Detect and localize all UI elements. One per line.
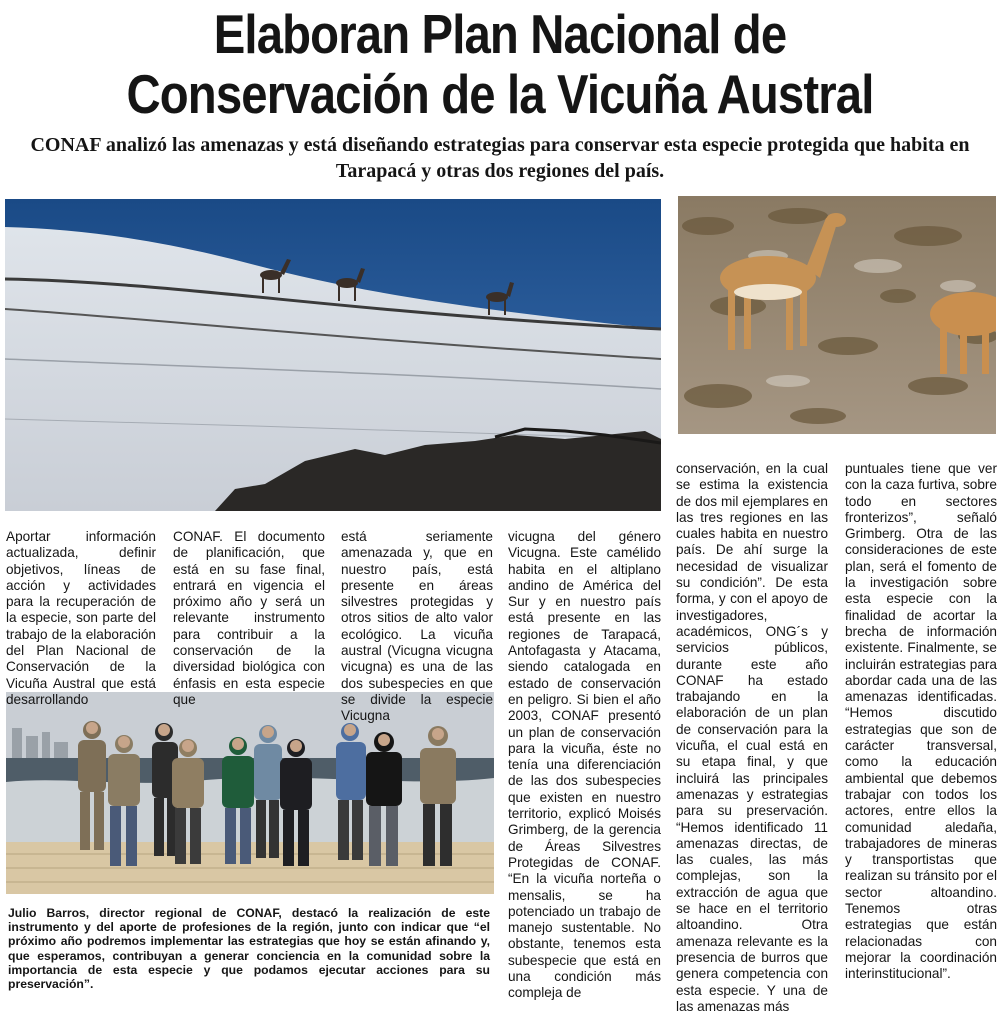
article-column-3: [341, 529, 493, 725]
article-column-1: [6, 529, 156, 708]
subheadline: CONAF analizó las amenazas y está diseñando estrategias para conservar esta especie protegida que habita en Tarapacá y otras dos regiones del país.: [30, 134, 970, 182]
photo-vicunas-grass: [678, 196, 996, 434]
headline-line-1: Elaboran Plan Nacional de: [213, 3, 787, 65]
article-column-4: [508, 529, 661, 1002]
photo-vicunas-snow: [5, 199, 661, 511]
column-6-text: puntuales tiene que ver con la caza furtiva, sobre todo en sectores fronterizos”, señaló Grimberg. Otra de las consideraciones de este plan, será el fomento de la investigación sobre esta especie con la finalidad de acortar la brecha de información existente. Finalmente, se incluirán estrategias para abordar cada una de las amenazas identificadas. “Hemos discutido estrategias que son de carácter transversal, como la educación ambiental que debemos trabajar con todos los actores, entre ellos la comunidad aledaña, trabajadores de mineras y transportistas que realizan su tránsito por el sector altoandino. Tenemos otras estrategias que están relacionadas con mejorar la coordinación interinstitucional”.: [845, 461, 997, 982]
column-3-text: está seriamente amenazada y, que en nuestro país, está presente en áreas silvestres protegidas y otros sitios de alto valor ecológico. La vicuña austral (Vicugna vicugna vicugna) es una de las dos subespecies en que se divide la especie Vicugna: [341, 529, 493, 724]
headline: [70, 4, 930, 124]
photo-caption: Julio Barros, director regional de CONAF, destacó la realización de este instrumento y del aporte de profesiones de la región, junto con indicar que “el próximo año podremos implementar las estrategias que hoy se están afinando y, que esperamos, contribuyan a generar conciencia en la comunidad sobre la importancia de esta especie y que podamos ejecutar acciones para su preservación”.: [8, 906, 490, 992]
article-column-2: [173, 529, 325, 708]
column-4-text: vicugna del género Vicugna. Este camélido habita en el altiplano andino de América del Sur y en nuestro país está presente en las regiones de Tarapacá, Antofagasta y Atacama, siendo catalogada en estado de conservación en peligro. Si bien el año 2003, CONAF presentó un plan de conservación para la vicuña, éste no tenía una diferenciación de las dos subespecies que existen en nuestro territorio, explicó Moisés Grimberg, de la gerencia de Áreas Silvestres Protegidas de CONAF. “En la vicuña norteña o mensalis, se ha potenciado un trabajo de manejo sustentable. No obstante, tenemos esta subespecie que está en una condición más compleja de: [508, 529, 661, 1001]
column-2-text: CONAF. El documento de planificación, que está en su fase final, entrará en vigencia el próximo año y será un relevante instrumento para contribuir a la conservación de la diversidad biológica con énfasis en esta especie que: [173, 529, 325, 707]
article-column-5: [676, 461, 828, 1015]
headline-line-2: Conservación de la Vicuña Austral: [126, 63, 874, 125]
article-column-6: [845, 461, 997, 983]
column-5-text: conservación, en la cual se estima la existencia de dos mil ejemplares en las tres regiones en las cuales habita en nuestro país. De ahí surge la necesidad de visualizar su condición”. De esta forma, y con el apoyo de investigadores, académicos, ONG´s y servicios públicos, durante este año CONAF ha estado trabajando en la elaboración de un plan de conservación para la vicuña, el cual está en su etapa final, y que incluirá las principales amenazas y estrategias para su preservación. “Hemos identificado 11 amenazas directas, de las cuales, las más complejas, son la extracción de agua que se hace en el territorio altoandino. Otra amenaza relevante es la presencia de burros que genera competencia con esta especie. Y una de las amenazas más: [676, 461, 828, 1014]
column-1-text: Aportar información actualizada, definir objetivos, líneas de acción y actividades para la recuperación de la especie, son parte del trabajo de la elaboración del Plan Nacional de Conservación de la Vicuña Austral que está desarrollando: [6, 529, 156, 707]
